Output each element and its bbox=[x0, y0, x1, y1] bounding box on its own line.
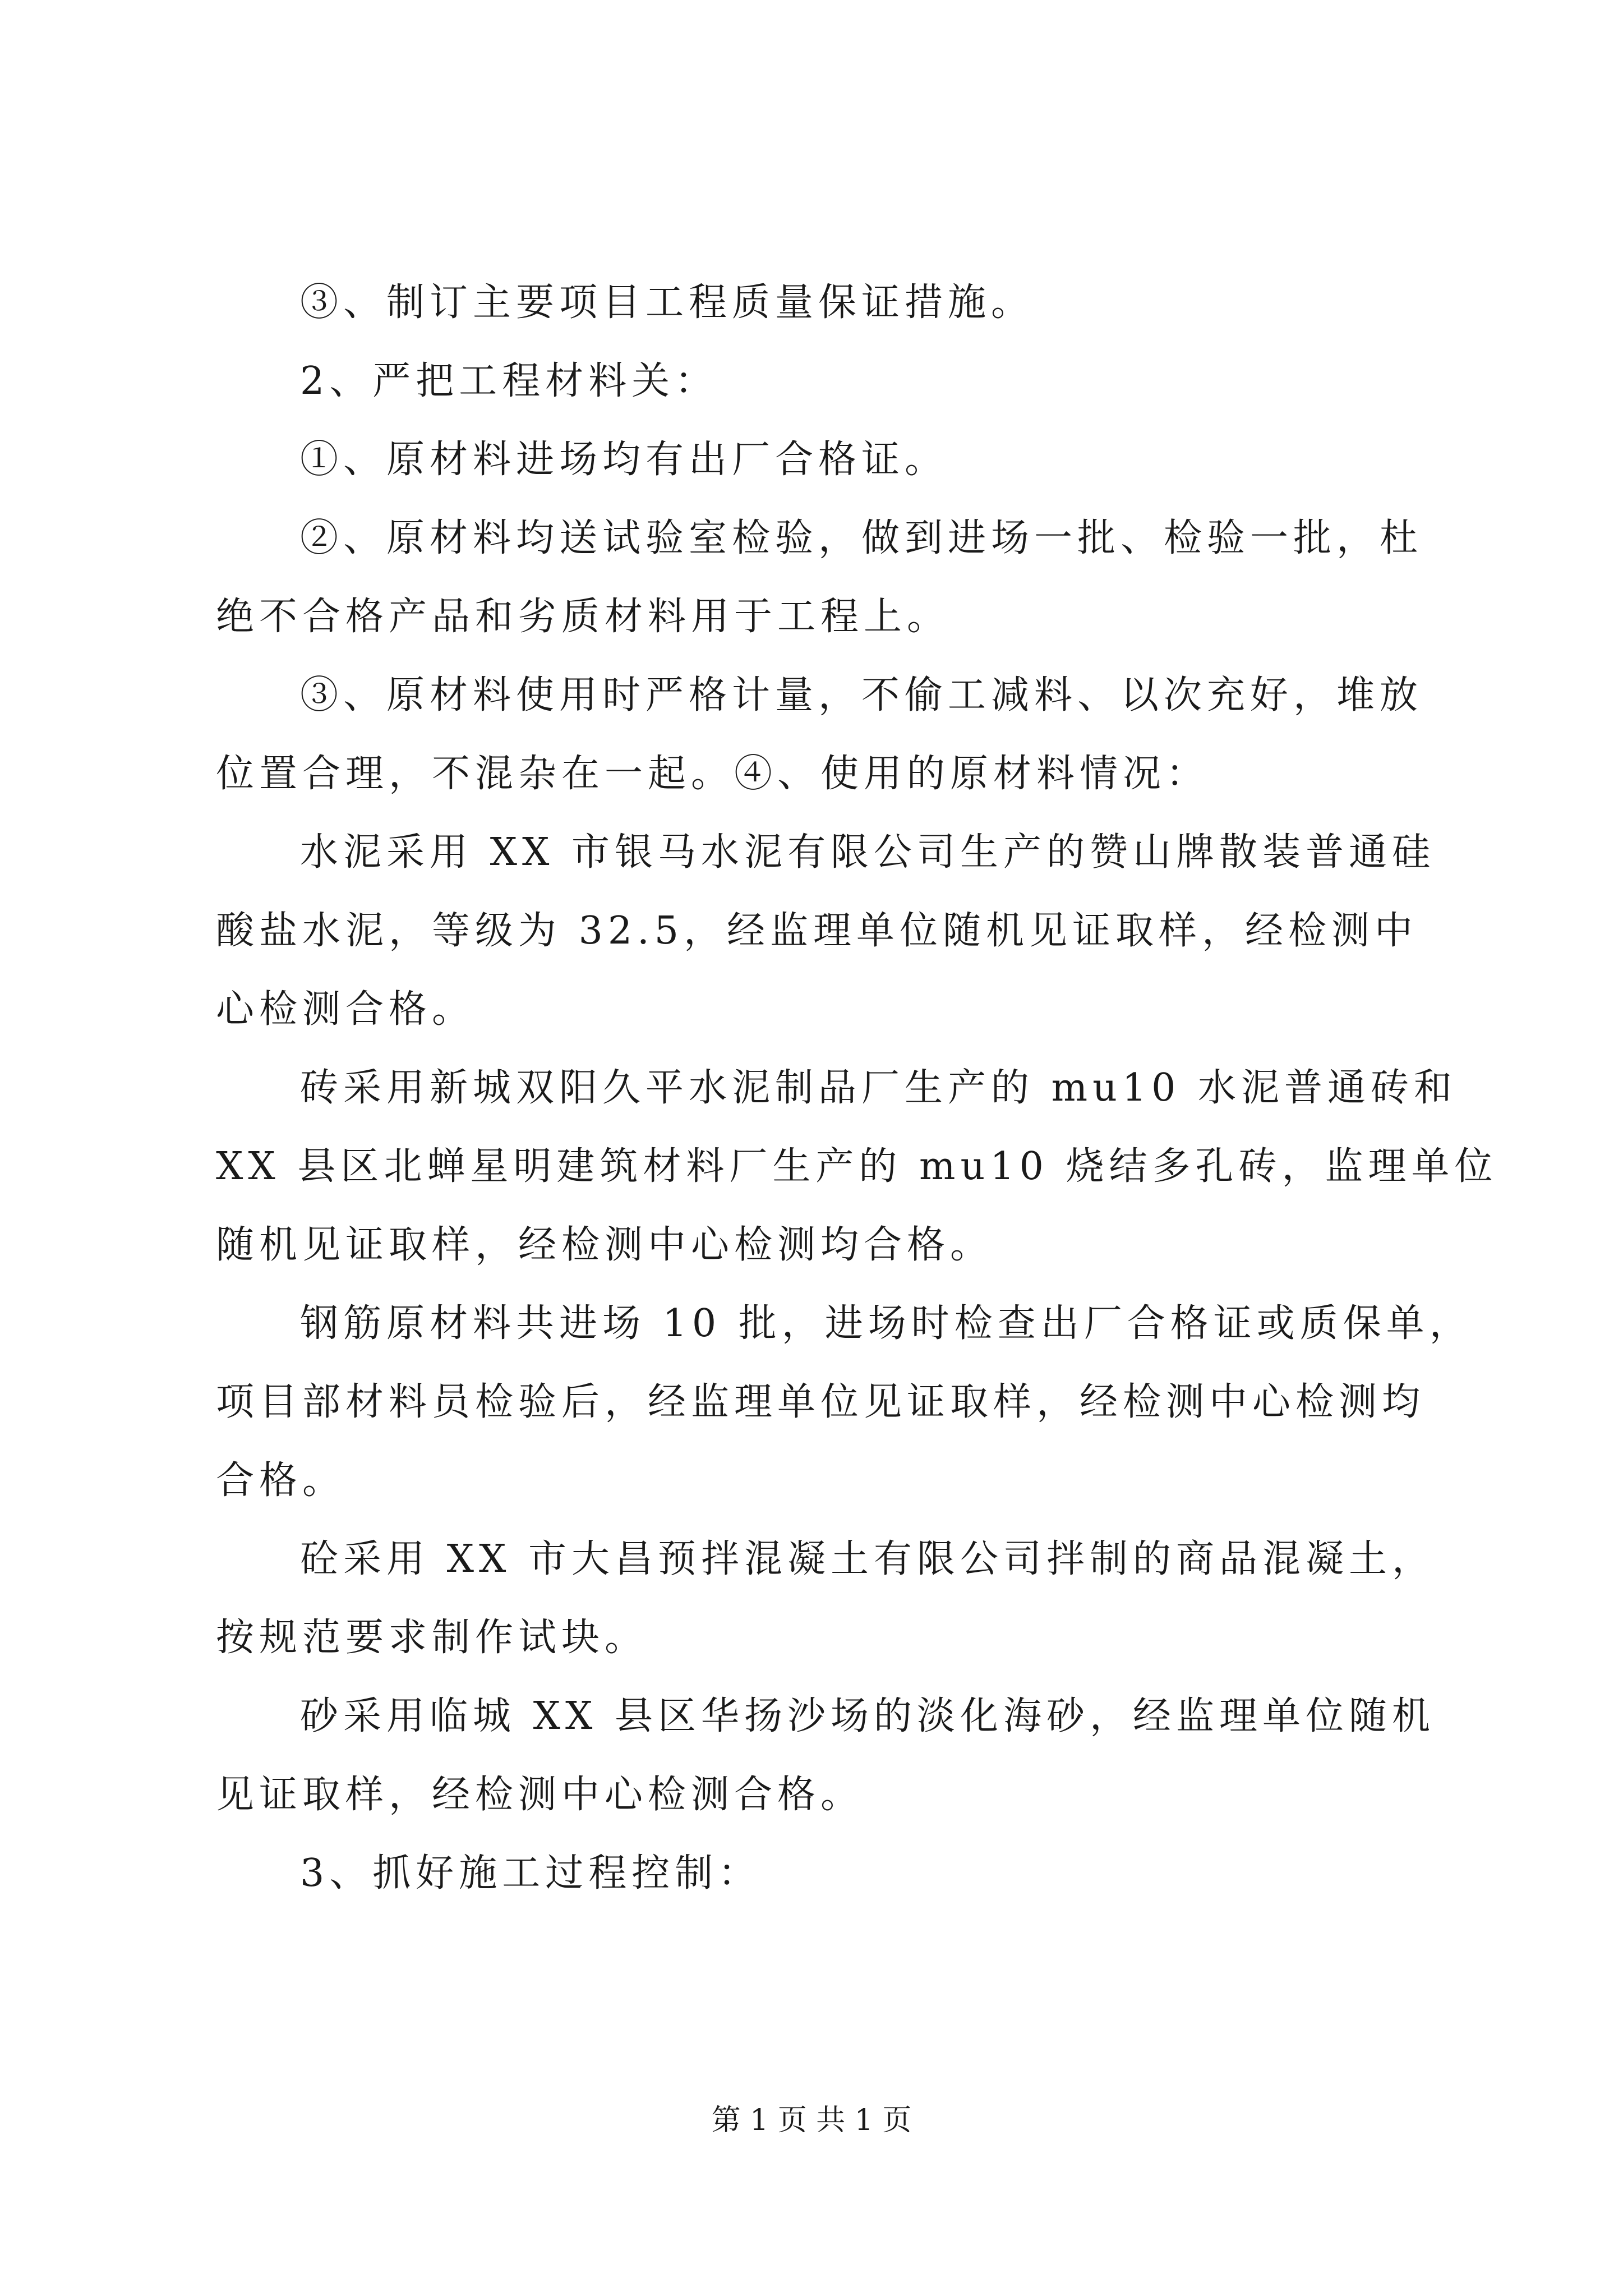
text-line: 砂采用临城 XX 县区华扬沙场的淡化海砂，经监理单位随机 bbox=[300, 1694, 1436, 1738]
text-line: 水泥采用 XX 市银马水泥有限公司生产的赞山牌散装普通硅 bbox=[300, 830, 1436, 875]
text-line: XX 县区北蝉星明建筑材料厂生产的 mu10 烧结多孔砖，监理单位 bbox=[216, 1144, 1498, 1189]
text-line: ③、原材料使用时严格计量，不偷工减料、以次充好，堆放 bbox=[300, 673, 1423, 717]
text-line: 砖采用新城双阳久平水泥制品厂生产的 mu10 水泥普通砖和 bbox=[300, 1066, 1458, 1110]
text-line: 2、严把工程材料关： bbox=[300, 359, 718, 403]
text-line: 按规范要求制作试块。 bbox=[216, 1616, 648, 1660]
text-line: ③、制订主要项目工程质量保证措施。 bbox=[300, 280, 1035, 325]
document-body bbox=[216, 264, 1498, 1913]
text-line: 钢筋原材料共进场 10 批，进场时检查出厂合格证或质保单， bbox=[300, 1301, 1473, 1346]
text-line: 位置合理，不混杂在一起。④、使用的原材料情况： bbox=[216, 752, 1210, 796]
text-line: 酸盐水泥，等级为 32.5，经监理单位随机见证取样，经检测中 bbox=[216, 909, 1418, 953]
text-line: 项目部材料员检验后，经监理单位见证取样，经检测中心检测均 bbox=[216, 1380, 1426, 1424]
text-line: 合格。 bbox=[216, 1458, 346, 1503]
text-line: ②、原材料均送试验室检验，做到进场一批、检验一批，杜 bbox=[300, 516, 1423, 560]
text-line: 心检测合格。 bbox=[216, 987, 476, 1032]
page-number-footer: 第 1 页 共 1 页 bbox=[711, 2104, 912, 2137]
text-line: 绝不合格产品和劣质材料用于工程上。 bbox=[216, 595, 951, 639]
text-line: 随机见证取样，经检测中心检测均合格。 bbox=[216, 1223, 994, 1267]
text-line: 砼采用 XX 市大昌预拌混凝土有限公司拌制的商品混凝土， bbox=[300, 1537, 1436, 1581]
text-line: 见证取样，经检测中心检测合格。 bbox=[216, 1773, 864, 1817]
text-line: 3、抓好施工过程控制： bbox=[300, 1851, 762, 1895]
text-line: ①、原材料进场均有出厂合格证。 bbox=[300, 438, 948, 482]
